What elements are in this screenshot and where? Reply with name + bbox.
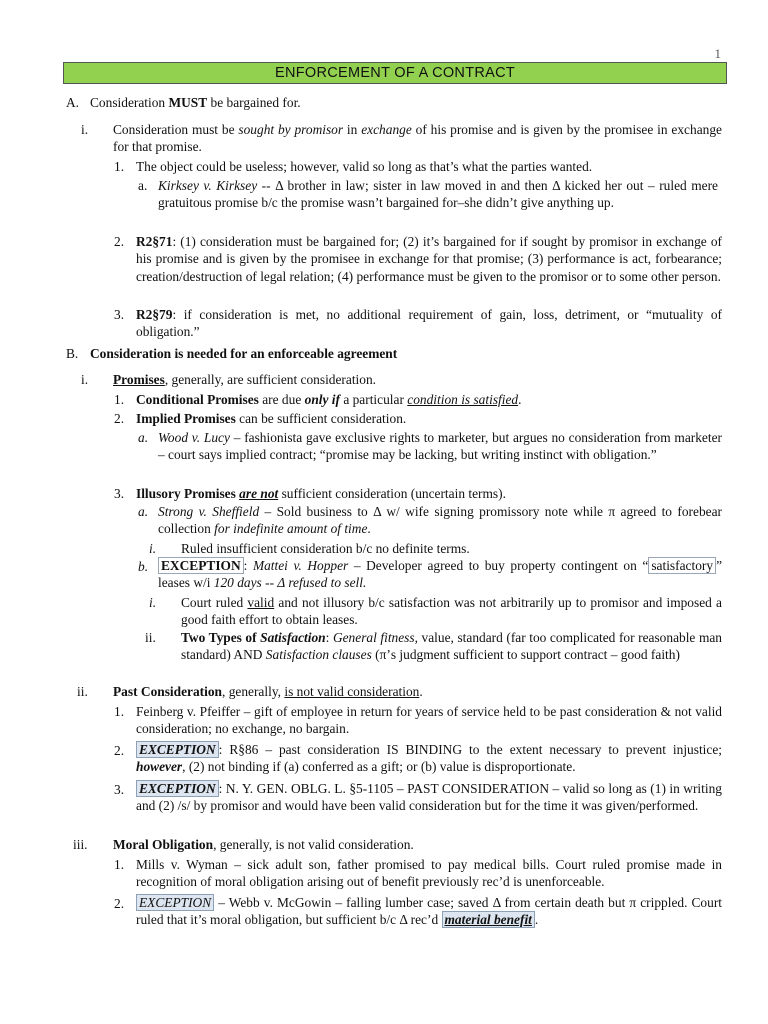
past-consideration: Past Consideration, generally, is not valid consideration.: [113, 684, 423, 699]
marker-b-iii: iii.: [73, 837, 88, 852]
two-types-satisfaction: Two Types of Satisfaction: General fitness, value, standard (far too complicated for reasonable man standard) AND Satisfaction clauses (π’s judgment sufficient to support contract – good faith): [181, 630, 722, 663]
moral-obligation: Moral Obligation, generally, is not valid consideration.: [113, 837, 414, 852]
marker-a-i-1-a: a.: [138, 178, 148, 193]
marker-a-i: i.: [81, 122, 89, 137]
mattei-ruling: Court ruled valid and not illusory b/c satisfaction was not arbitrarily up to promisor and imposed a good faith effort to obtain leases.: [181, 595, 722, 628]
item-b-i: Promises, generally, are sufficient consideration.: [113, 372, 377, 387]
item-a-i-1: The object could be useless; however, valid so long as that’s what the parties wanted.: [136, 159, 593, 174]
exception-ny-gen-oblg: EXCEPTION : N. Y. GEN. OBLG. L. §5-1105 – PAST CONSIDERATION – valid so long as (1) in writing and (2) /s/ by promisor and would have been valid consideration but for the time it was given/performed.: [136, 781, 722, 814]
marker-b-i-2: 2.: [114, 411, 125, 426]
marker-b-ii: ii.: [77, 684, 88, 699]
case-wood-lucy: Wood v. Lucy – fashionista gave exclusive rights to marketer, but argues no consideration from marketer – court says implied contract; “promise may be lacking, but writing instinct with obligation.”: [158, 430, 722, 463]
exception-label: EXCEPTION: [136, 741, 219, 758]
marker-b-ii-1: 1.: [114, 704, 125, 719]
page-number: 1: [714, 46, 721, 61]
marker-b-ii-3: 3.: [114, 782, 125, 797]
section-b-heading: Consideration is needed for an enforceable agreement: [90, 346, 398, 361]
marker-b-i-3-a: a.: [138, 504, 149, 519]
rule-r2-79: R2§79: if consideration is met, no additional requirement of gain, loss, detriment, or “mutuality of obligation.”: [136, 307, 722, 340]
exception-label: EXCEPTION: [136, 894, 214, 911]
insufficient-ruling: Ruled insufficient consideration b/c no definite terms.: [181, 541, 470, 556]
marker-a-i-2: 2.: [114, 234, 125, 249]
page-title: ENFORCEMENT OF A CONTRACT: [63, 62, 727, 84]
marker-b-i-2-a: a.: [138, 430, 149, 445]
marker-b-i-3-b-ii: ii.: [145, 630, 156, 645]
conditional-promises: Conditional Promises are due only if a particular condition is satisfied.: [136, 392, 522, 407]
exception-label: EXCEPTION: [158, 557, 244, 574]
case-webb-mcgowin: EXCEPTION – Webb v. McGowin – falling lumber case; saved Δ from certain death but π crippled. Court ruled that it’s moral obligation, but sufficient b/c Δ rec’d material benefit .: [136, 895, 722, 928]
marker-b-i-3-a-i: i.: [149, 541, 157, 556]
marker-b: B.: [66, 346, 79, 361]
case-kirksey: Kirksey v. Kirksey -- Δ brother in law; sister in law moved in and then Δ kicked her out – ruled mere gratuitous promise b/c the promise wasn’t bargained for–she didn’t give anything up.: [158, 178, 718, 211]
illusory-promises: Illusory Promises are not sufficient consideration (uncertain terms).: [136, 486, 506, 501]
marker-b-iii-1: 1.: [114, 857, 125, 872]
exception-label: EXCEPTION: [136, 780, 219, 797]
implied-promises: Implied Promises can be sufficient consideration.: [136, 411, 407, 426]
marker-b-i-3: 3.: [114, 486, 125, 501]
case-feinberg: Feinberg v. Pfeiffer – gift of employee in return for years of service held to be past consideration & not valid consideration; no exchange, no bargain.: [136, 704, 722, 737]
marker-a-i-3: 3.: [114, 307, 125, 322]
case-mills-wyman: Mills v. Wyman – sick adult son, father promised to pay medical bills. Court ruled promise made in recognition of moral obligation arising out of benefit previously rec’d is unenforceable.: [136, 857, 722, 890]
case-mattei-hopper: EXCEPTION : Mattei v. Hopper – Developer agreed to buy property contingent on “ satisfactory ” leases w/i 120 days -- Δ refused to sell.: [158, 558, 723, 591]
marker-b-i-3-b-i: i.: [149, 595, 157, 610]
rule-r2-71: R2§71: (1) consideration must be bargained for; (2) it’s bargained for if sought by promisor in exchange of his promise and is given by the promisee in exchange for that promise; (3) performance is act, forbearance; creation/destruction of legal relation; (4) performance must be given to the promisor or to some other person.: [136, 234, 722, 284]
item-a-i: Consideration must be sought by promisor in exchange of his promise and is given by the promisee in exchange for that promise.: [113, 122, 722, 155]
case-strong-sheffield: Strong v. Sheffield – Sold business to Δ w/ wife signing promissory note while π agreed to forebear collection for indefinite amount of time.: [158, 504, 722, 537]
exception-r86: EXCEPTION : R§86 – past consideration IS BINDING to the extent necessary to prevent injustice; however, (2) not binding if (a) conferred as a gift; or (b) value is disproportionate.: [136, 742, 722, 775]
marker-b-i-3-b: b.: [138, 559, 149, 574]
marker-b-iii-2: 2.: [114, 896, 125, 911]
marker-b-ii-2: 2.: [114, 743, 125, 758]
marker-a: A.: [66, 95, 80, 110]
marker-b-i-1: 1.: [114, 392, 125, 407]
marker-b-i: i.: [81, 372, 89, 387]
section-a-heading: Consideration MUST be bargained for.: [90, 95, 301, 110]
marker-a-i-1: 1.: [114, 159, 125, 174]
